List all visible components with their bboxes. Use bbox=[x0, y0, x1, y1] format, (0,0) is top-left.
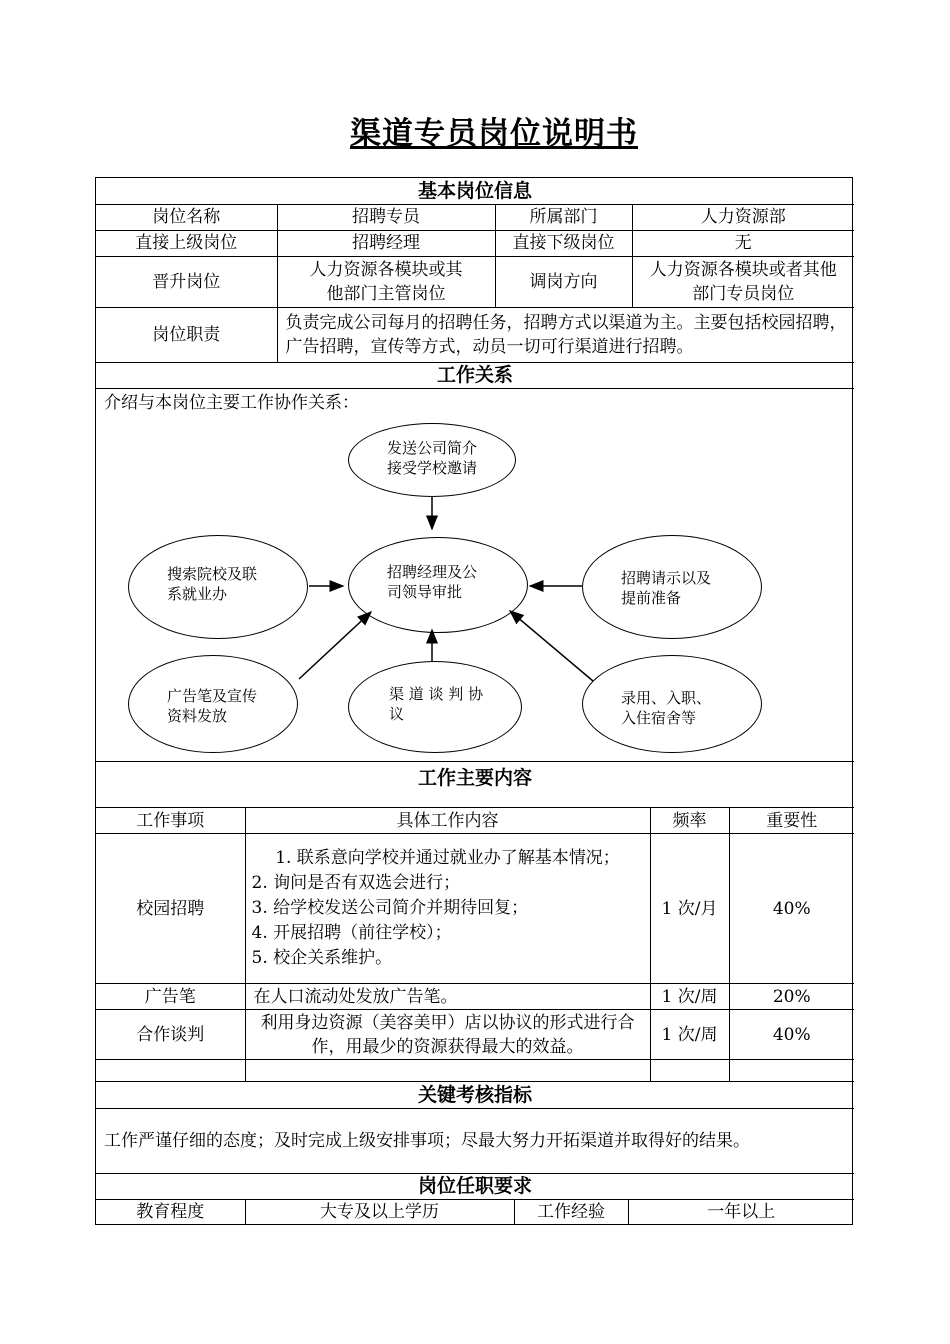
negotiation-content: 利用身边资源（美容美甲）店以协议的形式进行合作，用最少的资源获得最大的效益。 bbox=[245, 1010, 650, 1060]
node-bottom-right bbox=[582, 655, 762, 753]
node-top-text: 发送公司简介 接受学校邀请 bbox=[387, 438, 478, 477]
campus-step-3: 3. 给学校发送公司简介并期待回复； bbox=[251, 898, 529, 918]
document-title: 渠道专员岗位说明书 bbox=[350, 116, 638, 152]
node-top bbox=[348, 423, 516, 497]
promotion-label: 晋升岗位 bbox=[96, 256, 277, 307]
ad-item: 广告笔 bbox=[96, 984, 245, 1010]
campus-item: 校园招聘 bbox=[96, 834, 245, 984]
ad-content: 在人口流动处发放广告笔。 bbox=[245, 984, 650, 1010]
subordinate-label: 直接下级岗位 bbox=[495, 230, 632, 256]
kpi-text: 工作严谨仔细的态度；及时完成上级安排事项；尽最大努力开拓渠道并取得好的结果。 bbox=[96, 1108, 854, 1173]
node-bottom-left-text: 广告笔及宣传 资料发放 bbox=[167, 686, 258, 725]
section-work-relations: 工作关系 bbox=[96, 362, 854, 388]
node-left bbox=[128, 535, 308, 639]
campus-step-2: 2. 询问是否有双选会进行； bbox=[251, 873, 461, 893]
ad-frequency: 1 次/周 bbox=[650, 984, 729, 1010]
node-bottom-right-text: 录用、入职、 入住宿舍等 bbox=[621, 688, 712, 727]
transfer-label: 调岗方向 bbox=[495, 256, 632, 307]
superior-label: 直接上级岗位 bbox=[96, 230, 277, 256]
node-left-text: 搜索院校及联 系就业办 bbox=[167, 564, 258, 603]
department-label: 所属部门 bbox=[495, 204, 632, 230]
promotion-value bbox=[277, 256, 495, 307]
transfer-value bbox=[632, 256, 854, 307]
section-kpi: 关键考核指标 bbox=[96, 1082, 854, 1108]
work-content-table bbox=[96, 762, 854, 1083]
col-header-frequency: 频率 bbox=[650, 808, 729, 834]
duty-label: 岗位职责 bbox=[96, 307, 277, 362]
subordinate-value: 无 bbox=[632, 230, 854, 256]
section-requirements: 岗位任职要求 bbox=[96, 1173, 854, 1199]
ad-importance: 20% bbox=[729, 984, 854, 1010]
promotion-line-2: 他部门主管岗位 bbox=[326, 283, 446, 304]
job-description-form bbox=[95, 177, 853, 1225]
node-center-text: 招聘经理及公 司领导审批 bbox=[387, 562, 478, 601]
negotiation-frequency: 1 次/周 bbox=[650, 1010, 729, 1060]
arrow-bottom-left-to-center bbox=[299, 612, 371, 679]
table-row bbox=[96, 834, 854, 984]
basic-info-table bbox=[96, 178, 854, 762]
promotion-line-1: 人力资源各模块或其 bbox=[309, 259, 463, 280]
experience-value: 一年以上 bbox=[628, 1199, 854, 1224]
negotiation-importance: 40% bbox=[729, 1010, 854, 1060]
department-value: 人力资源部 bbox=[632, 204, 854, 230]
kpi-requirements-table bbox=[96, 1082, 854, 1224]
position-name-label: 岗位名称 bbox=[96, 204, 277, 230]
node-bottom-center bbox=[348, 661, 522, 753]
node-right bbox=[582, 535, 762, 639]
education-label: 教育程度 bbox=[96, 1199, 245, 1224]
node-bottom-center-text: 渠 道 谈 判 协 议 bbox=[389, 684, 484, 723]
campus-steps bbox=[245, 834, 650, 984]
section-basic-info: 基本岗位信息 bbox=[96, 178, 854, 204]
transfer-line-2: 部门专员岗位 bbox=[692, 283, 795, 304]
col-header-item: 工作事项 bbox=[96, 808, 245, 834]
campus-step-4: 4. 开展招聘（前往学校）； bbox=[251, 923, 452, 943]
col-header-content: 具体工作内容 bbox=[245, 808, 650, 834]
campus-importance: 40% bbox=[729, 834, 854, 984]
node-center bbox=[348, 537, 528, 633]
table-row bbox=[96, 984, 854, 1010]
work-relations-diagram bbox=[96, 388, 854, 761]
table-row bbox=[96, 1010, 854, 1060]
table-row-empty bbox=[96, 1060, 854, 1082]
transfer-line-1: 人力资源各模块或者其他 bbox=[649, 259, 837, 280]
experience-label: 工作经验 bbox=[514, 1199, 628, 1224]
campus-frequency: 1 次/月 bbox=[650, 834, 729, 984]
node-bottom-left bbox=[128, 655, 298, 753]
education-value: 大专及以上学历 bbox=[245, 1199, 514, 1224]
negotiation-item: 合作谈判 bbox=[96, 1010, 245, 1060]
relations-intro: 介绍与本岗位主要工作协作关系： bbox=[104, 392, 359, 413]
section-work-content: 工作主要内容 bbox=[96, 762, 854, 808]
duty-text: 负责完成公司每月的招聘任务，招聘方式以渠道为主。主要包括校园招聘，广告招聘，宣传等方式，动员一切可行渠道进行招聘。 bbox=[277, 307, 854, 362]
campus-step-1: 1. 联系意向学校并通过就业办了解基本情况； bbox=[275, 848, 620, 868]
position-name-value: 招聘专员 bbox=[277, 204, 495, 230]
campus-step-5: 5. 校企关系维护。 bbox=[251, 948, 393, 968]
col-header-importance: 重要性 bbox=[729, 808, 854, 834]
node-right-text: 招聘请示以及 提前准备 bbox=[621, 568, 712, 607]
arrow-bottom-right-to-center bbox=[510, 611, 593, 681]
superior-value: 招聘经理 bbox=[277, 230, 495, 256]
